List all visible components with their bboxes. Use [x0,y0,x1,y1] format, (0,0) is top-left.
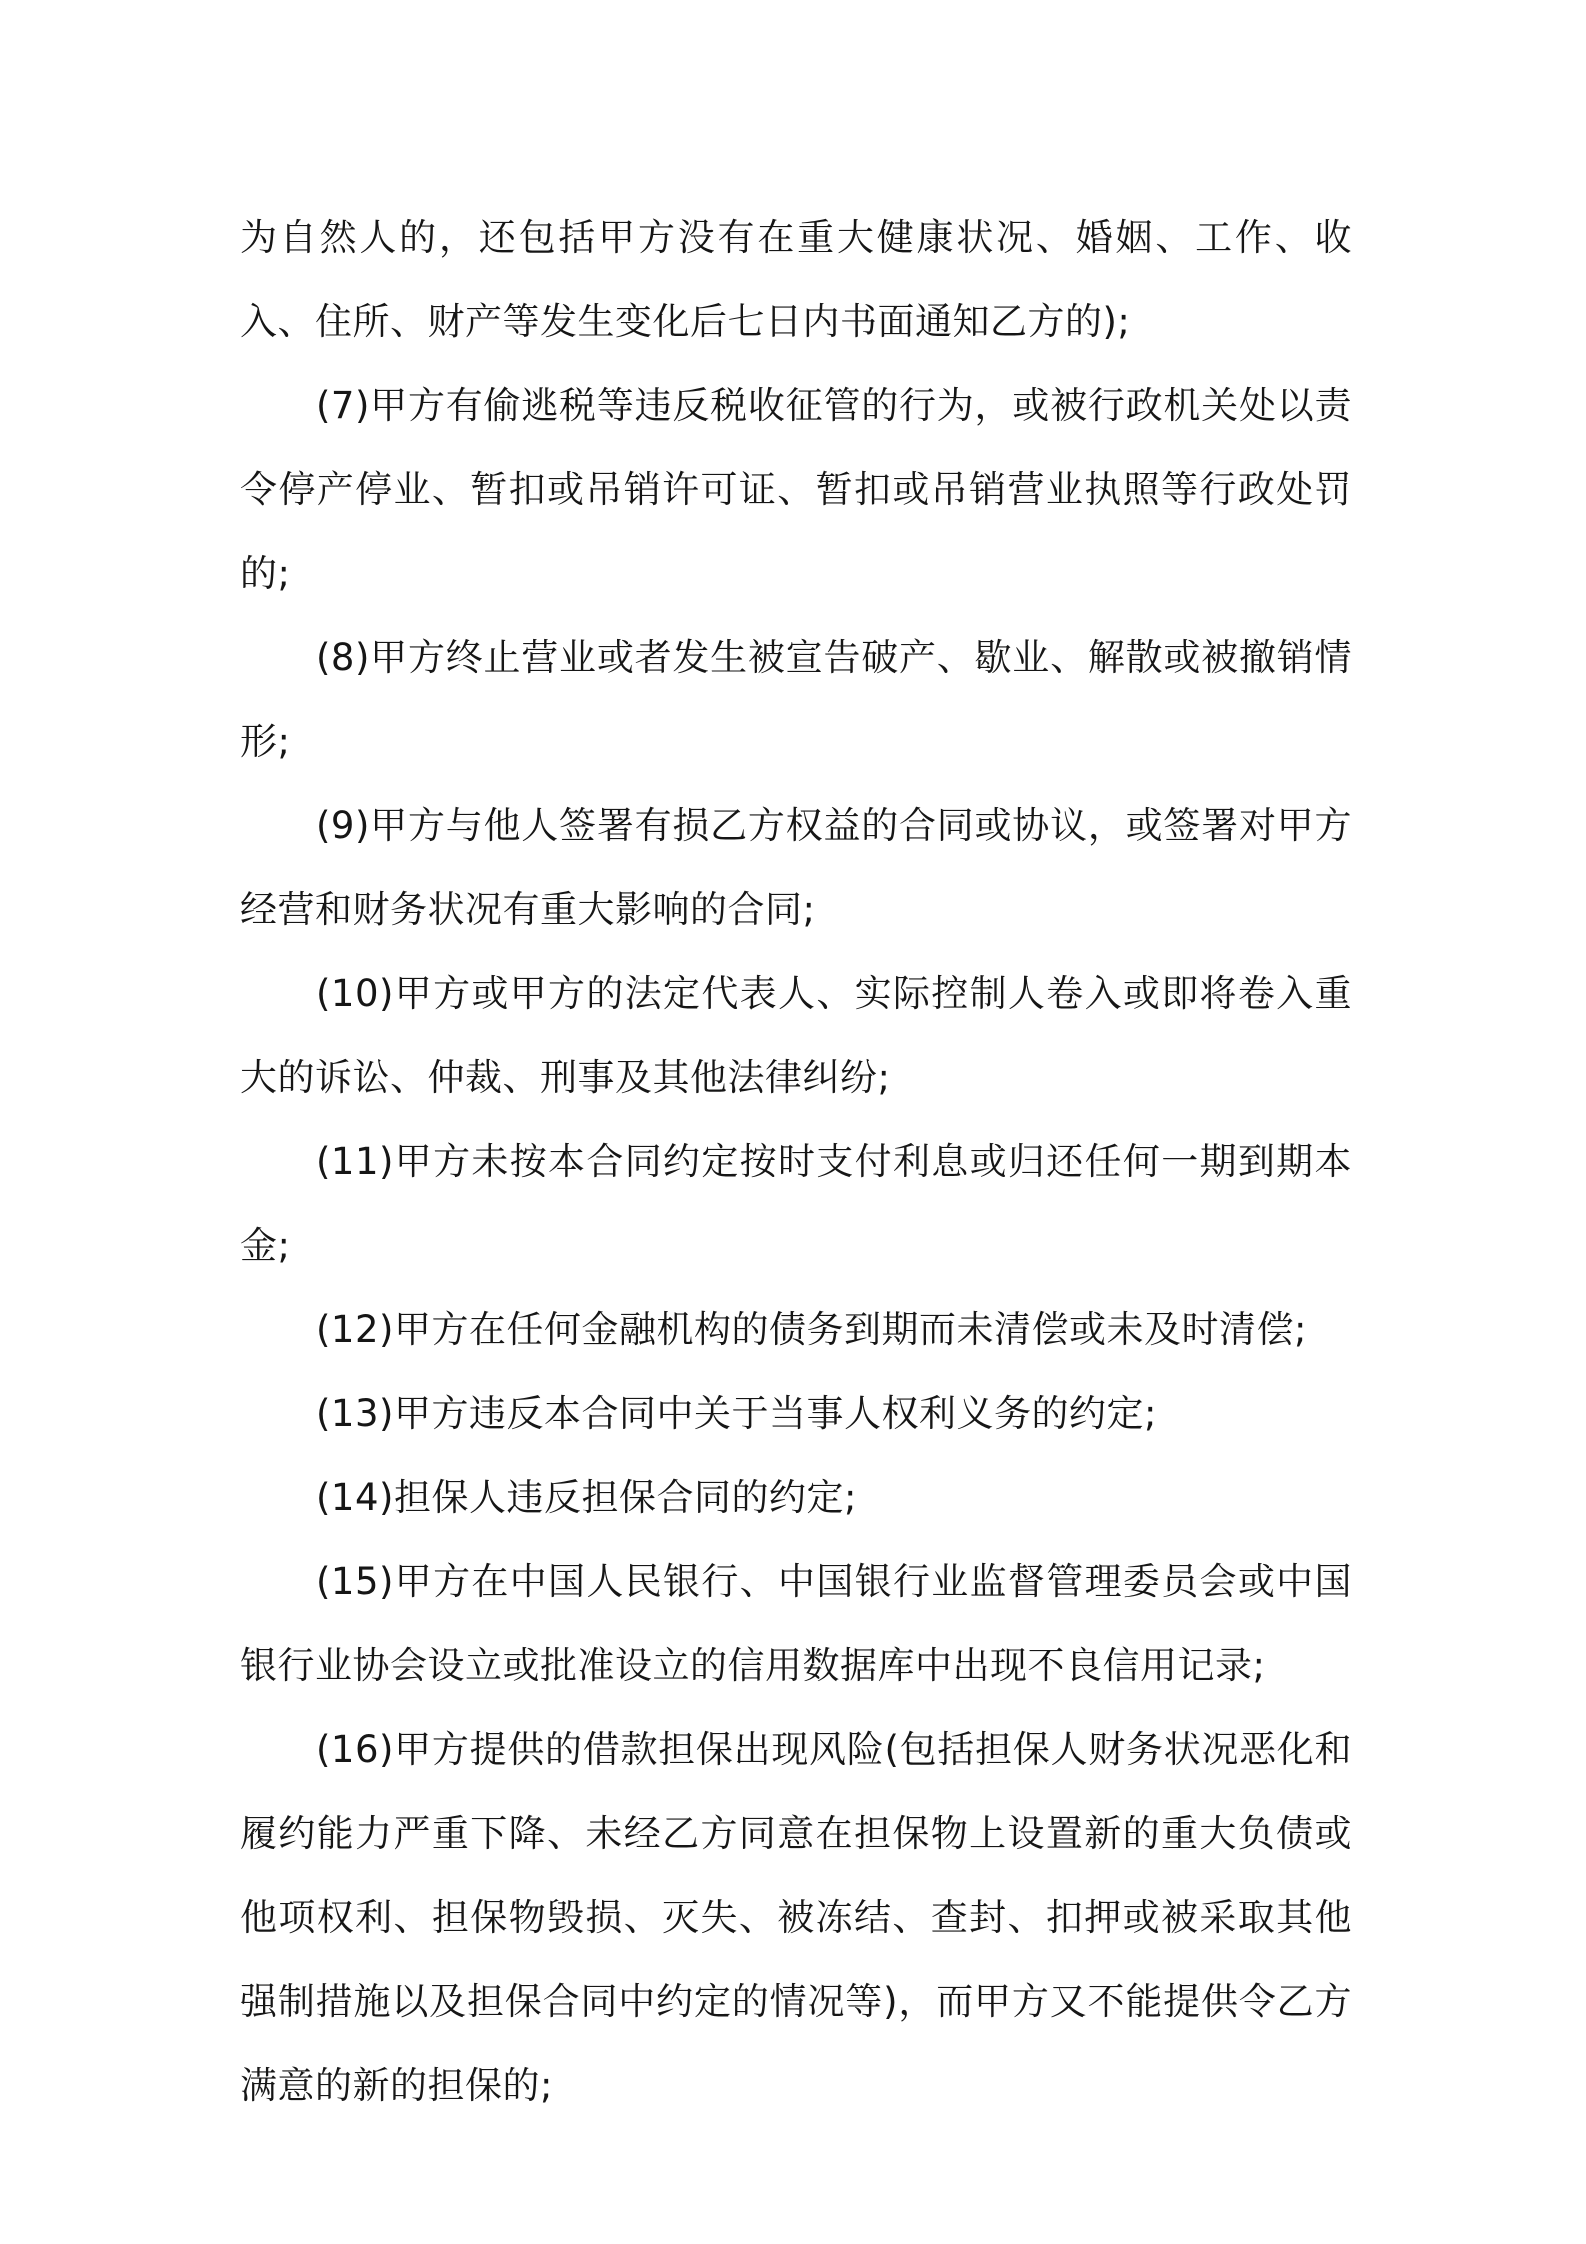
paragraph-continuation: 为自然人的，还包括甲方没有在重大健康状况、婚姻、工作、收入、住所、财产等发生变化后七日内书面通知乙方的); [240,216,1352,343]
paragraph-clause-9: (9)甲方与他人签署有损乙方权益的合同或协议，或签署对甲方经营和财务状况有重大影响的合同; [240,804,1352,931]
paragraph-clause-7: (7)甲方有偷逃税等违反税收征管的行为，或被行政机关处以责令停产停业、暂扣或吊销许可证、暂扣或吊销营业执照等行政处罚的; [240,384,1352,595]
paragraph-clause-13: (13)甲方违反本合同中关于当事人权利义务的约定; [316,1392,1157,1435]
document-body [240,196,1352,2128]
paragraph-clause-11: (11)甲方未按本合同约定按时支付利息或归还任何一期到期本金; [240,1140,1352,1267]
paragraph-clause-14: (14)担保人违反担保合同的约定; [316,1476,857,1519]
paragraph-clause-8: (8)甲方终止营业或者发生被宣告破产、歇业、解散或被撤销情形; [240,636,1352,763]
paragraph-clause-10: (10)甲方或甲方的法定代表人、实际控制人卷入或即将卷入重大的诉讼、仲裁、刑事及其他法律纠纷; [240,972,1352,1099]
paragraph-clause-16: (16)甲方提供的借款担保出现风险(包括担保人财务状况恶化和履约能力严重下降、未经乙方同意在担保物上设置新的重大负债或他项权利、担保物毁损、灭失、被冻结、查封、扣押或被采取其他强制措施以及担保合同中约定的情况等)，而甲方又不能提供令乙方满意的新的担保的; [240,1728,1352,2107]
paragraph-clause-12: (12)甲方在任何金融机构的债务到期而未清偿或未及时清偿; [316,1308,1307,1351]
paragraph-clause-15: (15)甲方在中国人民银行、中国银行业监督管理委员会或中国银行业协会设立或批准设立的信用数据库中出现不良信用记录; [240,1560,1352,1687]
